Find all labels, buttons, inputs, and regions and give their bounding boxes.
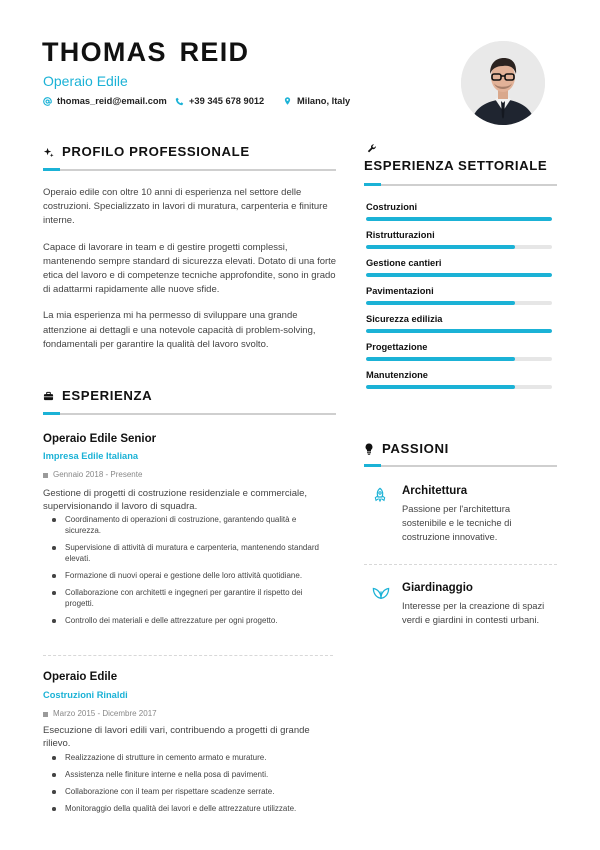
profile-paragraph: Operaio edile con oltre 10 anni di esperienza nel settore delle costruzioni. Specializzato in lavori di muratura, carpenteria e finiture interne. (43, 187, 328, 227)
phone-icon (175, 97, 184, 106)
profile-paragraph: Capace di lavorare in team e di gestire progetti complessi, mantenendo sempre standard di sicurezza elevati. Dotato di una forte etica del lavoro e di competenze tecniche approfondite, sono in grado di adattarmi rapidamente alle nuove sfide. (43, 241, 337, 296)
skill-label: Ristrutturazioni (366, 230, 435, 240)
skill-bar-fill (366, 217, 552, 221)
lightbulb-icon (364, 443, 374, 455)
skill-label: Sicurezza edilizia (366, 314, 443, 324)
profile-paragraph: La mia esperienza mi ha permesso di sviluppare una grande attenzione ai dettagli e una notevole capacità di problem-solving, fondamentali per garantire la qualità del lavoro svolto. (43, 310, 316, 350)
list-item: Collaborazione con il team per rispettare scadenze serrate. (43, 786, 323, 797)
profile-accent (43, 168, 60, 171)
sparkle-icon (43, 147, 54, 158)
job-dates-text: Gennaio 2018 - Presente (53, 470, 143, 479)
list-item: Assistenza nelle finiture interne e nella posa di pavimenti. (43, 769, 323, 780)
email-text: thomas_reid@email.com (57, 96, 167, 106)
skill-label: Pavimentazioni (366, 286, 434, 296)
passion-icon-wrap (372, 487, 388, 508)
passion-title: Architettura (402, 485, 468, 497)
company-name: Costruzioni Rinaldi (43, 690, 128, 700)
leaf-icon (372, 584, 390, 600)
contact-location (283, 95, 350, 107)
job-title: Operaio Edile (43, 671, 118, 683)
experience-section-title (43, 388, 152, 404)
briefcase-icon (43, 391, 54, 401)
skill-bar-track (366, 245, 552, 249)
contact-phone[interactable] (175, 95, 264, 107)
skill-bar-track (366, 273, 552, 277)
experience-title-text: ESPERIENZA (62, 388, 153, 403)
job-role: Operaio Edile (43, 73, 128, 89)
skill-bar-fill (366, 301, 515, 305)
list-item: Realizzazione di strutture in cemento armato e murature. (43, 752, 323, 763)
experience-accent (43, 412, 60, 415)
passions-title-text: PASSIONI (382, 441, 449, 456)
job-bullets (43, 752, 323, 820)
skill-label: Gestione cantieri (366, 258, 442, 268)
passion-separator (364, 564, 557, 566)
job-dates (43, 470, 142, 480)
list-item: Controllo dei materiali e delle attrezzature per ogni progetto. (43, 615, 323, 626)
job-dates-text: Marzo 2015 - Dicembre 2017 (53, 709, 157, 718)
location-pin-icon (283, 96, 292, 106)
passions-divider (364, 465, 557, 467)
profile-photo (461, 41, 545, 125)
passions-section-title (364, 441, 449, 457)
list-item: Formazione di nuovi operai e gestione delle loro attività quotidiane. (43, 570, 323, 581)
job-description: Gestione di progetti di costruzione residenziale e commerciale, supervisionando il lavoro di squadra. (43, 488, 308, 512)
job-title: Operaio Edile Senior (43, 433, 157, 445)
skill-bar-fill (366, 273, 552, 277)
skills-divider (364, 184, 557, 186)
company-name: Impresa Edile Italiana (43, 451, 139, 461)
wrench-icon (367, 144, 377, 154)
skill-bar-track (366, 385, 552, 389)
passion-description: Interesse per la creazione di spazi verdi e giardini in contesti urbani. (402, 600, 545, 625)
job-bullets (43, 514, 323, 632)
job-separator (43, 655, 333, 657)
calendar-icon (43, 473, 48, 478)
skill-bar-fill (366, 357, 515, 361)
job-description: Esecuzione di lavori edili vari, contribuendo a progetti di grande rilievo. (43, 725, 310, 749)
experience-divider (43, 413, 336, 415)
person-portrait-icon (461, 41, 545, 125)
phone-text: +39 345 678 9012 (189, 96, 265, 106)
location-text: Milano, Italy (297, 96, 351, 106)
skill-label: Progettazione (366, 342, 428, 352)
contact-email[interactable] (43, 95, 167, 107)
list-item: Supervisione di attività di muratura e carpenteria, mantenendo standard elevati. (43, 542, 323, 564)
profile-text (43, 186, 341, 352)
skill-bar-fill (366, 385, 515, 389)
list-item: Monitoraggio della qualità dei lavori e delle attrezzature utilizzate. (43, 803, 323, 814)
skill-bar-track (366, 329, 552, 333)
profile-section-title (43, 144, 250, 160)
skill-label: Manutenzione (366, 370, 428, 380)
passion-description: Passione per l'architettura sostenibile e le tecniche di costruzione innovative. (402, 503, 512, 542)
skill-label: Costruzioni (366, 202, 418, 212)
profile-title-text: PROFILO PROFESSIONALE (62, 144, 250, 159)
profile-divider (43, 169, 336, 171)
passion-icon-wrap (372, 584, 390, 605)
list-item: Coordinamento di operazioni di costruzione, garantendo qualità e sicurezza. (43, 514, 323, 536)
at-icon (43, 97, 52, 106)
list-item: Collaborazione con architetti e ingegneri per garantire il rispetto dei progetti. (43, 587, 323, 609)
skills-section-title: ESPERIENZA SETTORIALE (364, 158, 548, 173)
passions-accent (364, 464, 381, 467)
skill-bar-fill (366, 329, 552, 333)
wrench-icon-wrap (367, 141, 377, 159)
job-dates (43, 709, 157, 719)
calendar-icon (43, 712, 48, 717)
skill-bar-fill (366, 245, 515, 249)
skill-bar-track (366, 301, 552, 305)
candidate-name: THOMAS REID (42, 37, 250, 67)
skills-accent (364, 183, 381, 186)
skill-bar-track (366, 217, 552, 221)
rocket-icon (372, 487, 388, 503)
passion-title: Giardinaggio (402, 582, 473, 594)
skill-bar-track (366, 357, 552, 361)
